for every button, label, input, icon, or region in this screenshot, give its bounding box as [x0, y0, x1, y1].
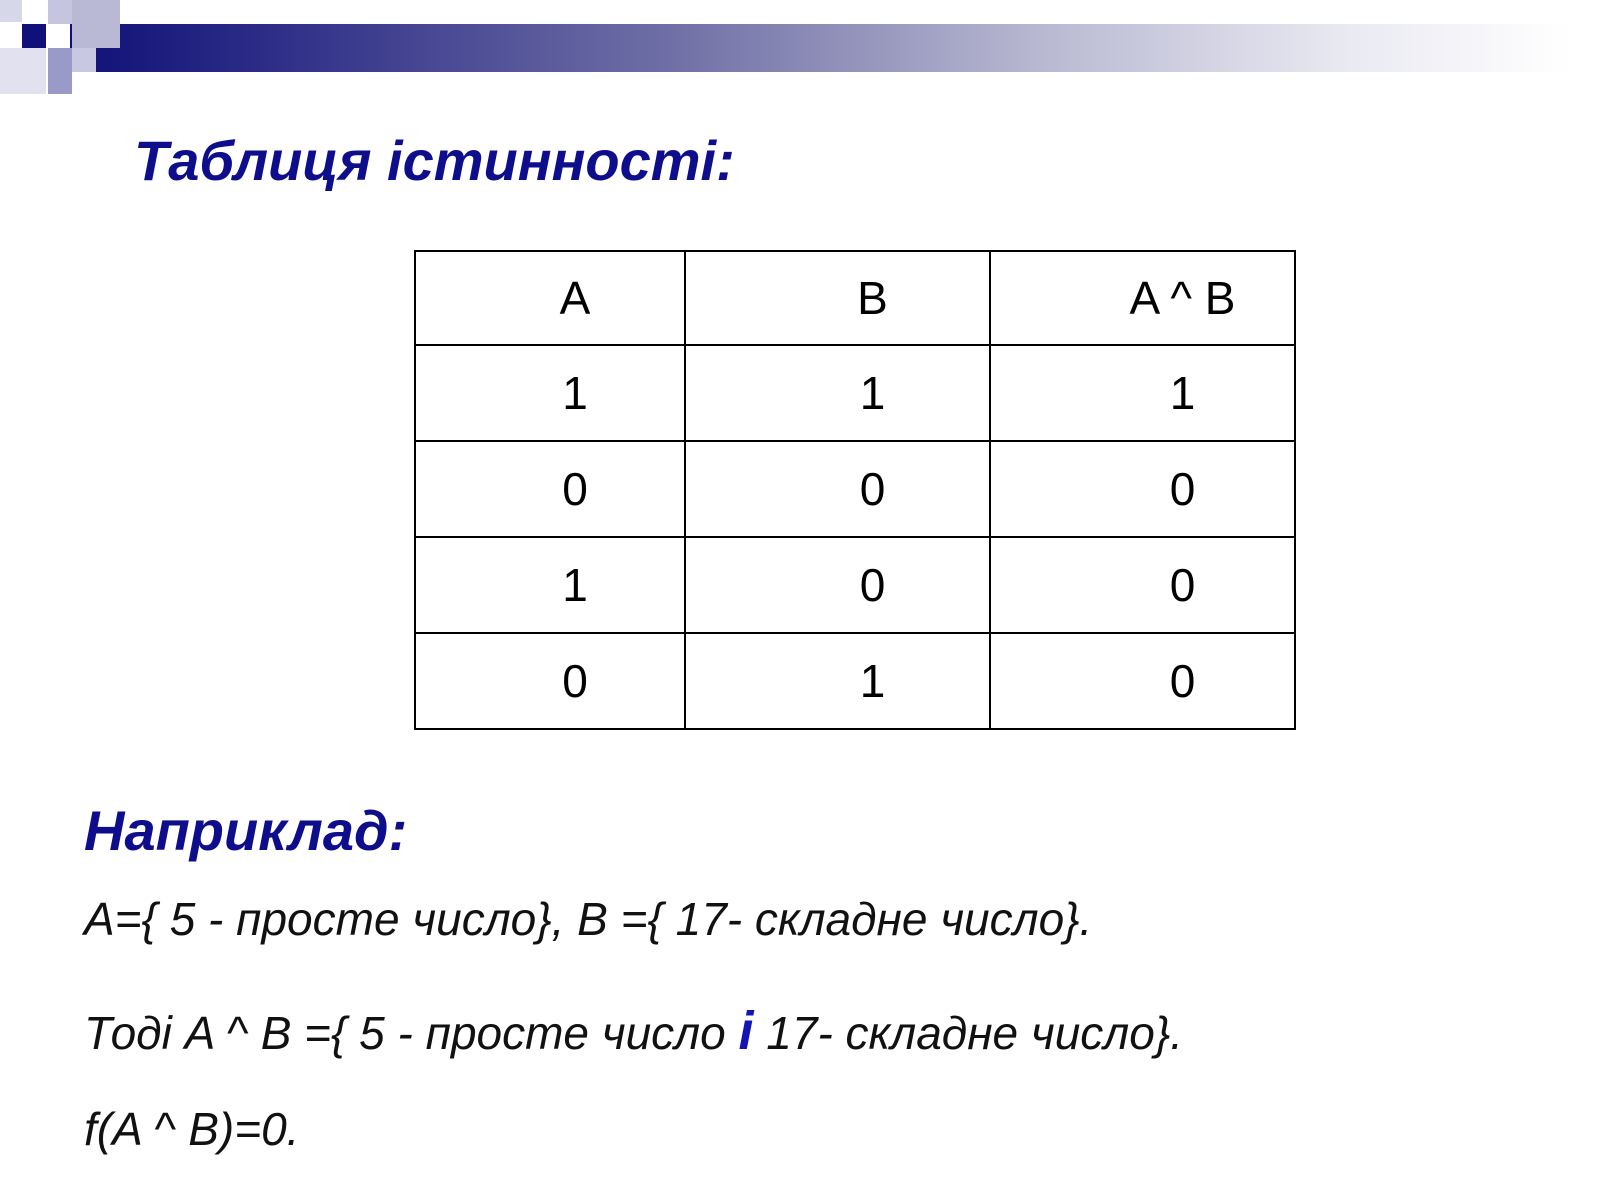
decor-square — [72, 48, 96, 72]
table-header-row — [415, 251, 1295, 345]
conjunction-word: і — [738, 1001, 754, 1061]
table-cell: 0 — [415, 441, 685, 537]
table-row — [415, 633, 1295, 729]
table-cell: 1 — [415, 345, 685, 441]
example-line-1: A={ 5 - просте число}, B ={ 17- складне число}. — [84, 893, 1093, 945]
table-cell: 1 — [415, 537, 685, 633]
example-line-2-end: 17- складне число}. — [753, 1007, 1183, 1059]
table-cell: 1 — [990, 345, 1295, 441]
table-cell: 0 — [685, 537, 990, 633]
table-cell: 0 — [990, 537, 1295, 633]
decor-square — [0, 48, 46, 94]
slide-title: Таблиця істинності: — [134, 129, 735, 192]
example-line-2-start: Тоді A ^ B ={ 5 - просте число — [84, 1007, 739, 1059]
example-line-2 — [84, 1000, 1183, 1062]
header-cell-a: A — [415, 251, 685, 345]
table-cell: 0 — [990, 441, 1295, 537]
table-cell: 0 — [415, 633, 685, 729]
example-heading: Наприклад: — [84, 799, 408, 862]
decor-square — [0, 0, 22, 22]
table-cell: 0 — [990, 633, 1295, 729]
truth-table — [414, 250, 1296, 730]
table-cell: 1 — [685, 345, 990, 441]
table-cell: 0 — [685, 441, 990, 537]
header-cell-b: B — [685, 251, 990, 345]
decor-square — [48, 48, 72, 94]
header-cell-a-and-b: A ^ B — [990, 251, 1295, 345]
decor-square-dark — [22, 24, 46, 48]
table-row — [415, 537, 1295, 633]
table-cell: 1 — [685, 633, 990, 729]
table-row — [415, 441, 1295, 537]
example-line-3: f(A ^ B)=0. — [84, 1103, 300, 1155]
decor-square — [48, 0, 72, 24]
table-row — [415, 345, 1295, 441]
decor-square — [72, 0, 120, 48]
header-gradient-band — [70, 24, 1570, 72]
